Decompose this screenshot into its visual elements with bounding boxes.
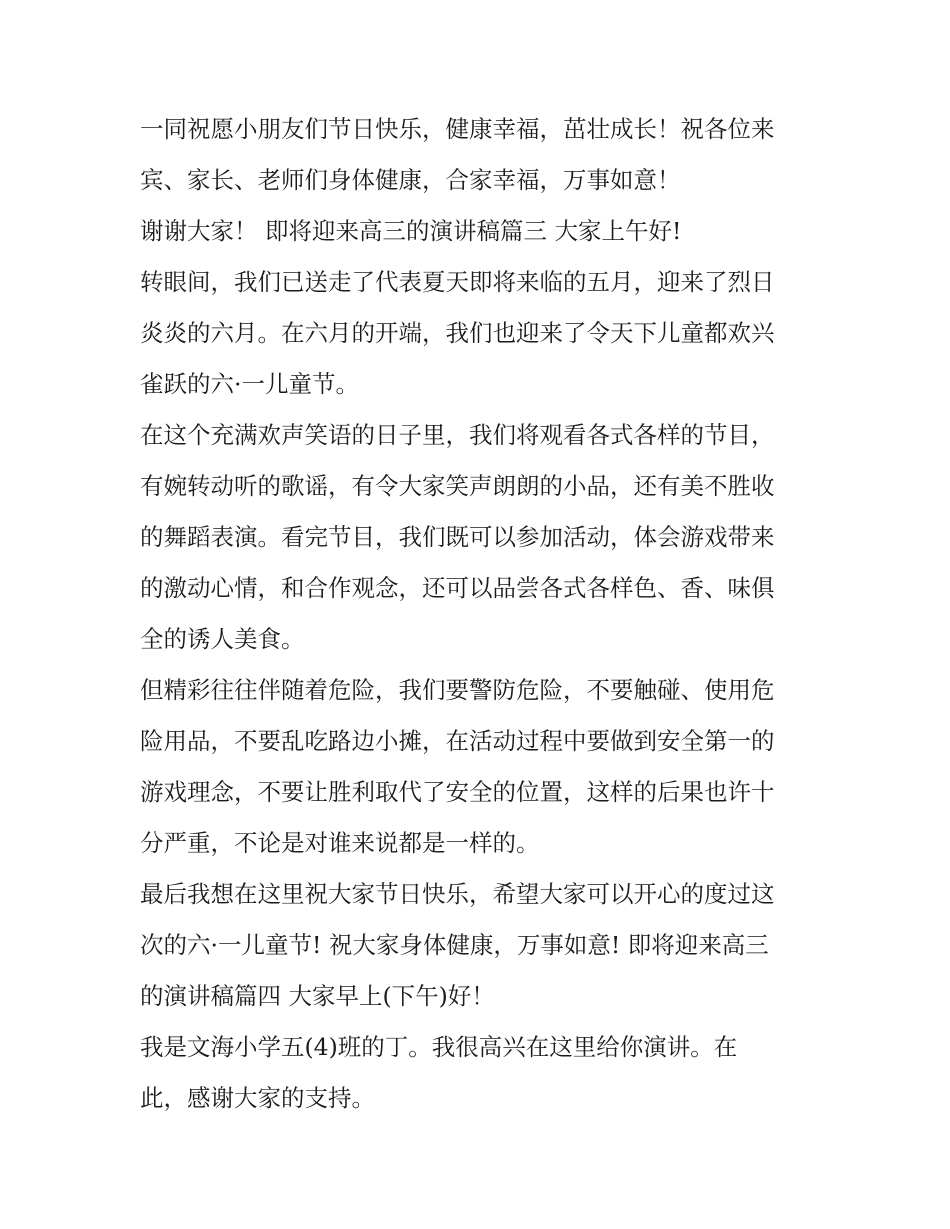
text-line: 雀跃的六·一儿童节。 bbox=[140, 370, 359, 398]
text-line: 的激动心情，和合作观念，还可以品尝各式各样色、香、味俱 bbox=[140, 574, 775, 602]
text-line: 分严重，不论是对谁来说都是一样的。 bbox=[140, 829, 540, 857]
text-line: 全的诱人美食。 bbox=[140, 625, 305, 653]
text-line: 但精彩往往伴随着危险，我们要警防危险，不要触碰、使用危 bbox=[140, 676, 775, 704]
document-body bbox=[140, 104, 820, 1124]
text-line: 次的六·一儿童节! 祝大家身体健康，万事如意! 即将迎来高三 bbox=[140, 931, 769, 959]
text-line: 有婉转动听的歌谣，有令大家笑声朗朗的小品，还有美不胜收 bbox=[140, 472, 775, 500]
text-line: 转眼间，我们已送走了代表夏天即将来临的五月，迎来了烈日 bbox=[140, 268, 775, 296]
text-line: 我是文海小学五(4)班的丁。我很高兴在这里给你演讲。在 bbox=[140, 1033, 738, 1061]
text-line: 谢谢大家！ 即将迎来高三的演讲稿篇三 大家上午好! bbox=[140, 217, 682, 245]
text-line: 游戏理念，不要让胜利取代了安全的位置，这样的后果也许十 bbox=[140, 778, 775, 806]
text-line: 的舞蹈表演。看完节目，我们既可以参加活动，体会游戏带来 bbox=[140, 523, 775, 551]
text-line: 炎炎的六月。在六月的开端，我们也迎来了令天下儿童都欢兴 bbox=[140, 319, 775, 347]
text-line: 的演讲稿篇四 大家早上(下午)好！ bbox=[140, 982, 495, 1010]
text-line: 一同祝愿小朋友们节日快乐，健康幸福，茁壮成长！祝各位来 bbox=[140, 115, 775, 143]
text-line: 险用品，不要乱吃路边小摊，在活动过程中要做到安全第一的 bbox=[140, 727, 775, 755]
text-line: 此，感谢大家的支持。 bbox=[140, 1084, 375, 1112]
text-line: 宾、家长、老师们身体健康，合家幸福，万事如意！ bbox=[140, 166, 681, 194]
text-line: 最后我想在这里祝大家节日快乐，希望大家可以开心的度过这 bbox=[140, 880, 775, 908]
text-line: 在这个充满欢声笑语的日子里，我们将观看各式各样的节目， bbox=[140, 421, 775, 449]
